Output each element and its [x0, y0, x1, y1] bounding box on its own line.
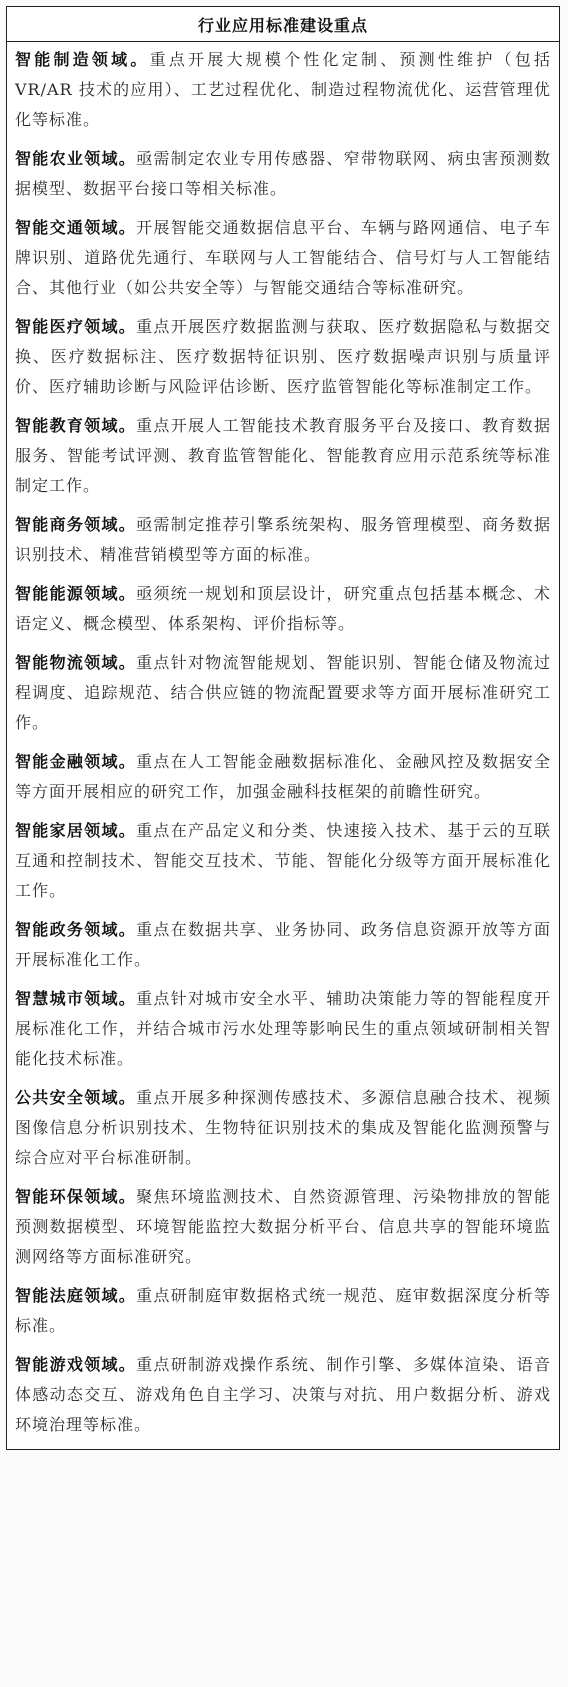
domain-heading: 智能物流领域。 — [15, 653, 137, 672]
domain-heading: 智慧城市领域。 — [15, 989, 137, 1008]
domain-description: 重点在人工智能金融数据标准化、金融风控及数据安全等方面开展相应的研究工作，加强金融科技框架的前瞻性研究。 — [15, 752, 551, 801]
domain-description: 重点在产品定义和分类、快速接入技术、基于云的互联互通和控制技术、智能交互技术、节能、智能化分级等方面开展标准化工作。 — [15, 821, 551, 900]
domain-heading: 智能游戏领域。 — [15, 1355, 137, 1374]
domain-heading: 智能法庭领域。 — [15, 1286, 137, 1305]
table-row — [7, 45, 559, 135]
domain-heading: 智能商务领域。 — [15, 515, 137, 534]
domain-description: 亟需制定农业专用传感器、窄带物联网、病虫害预测数据模型、数据平台接口等相关标准。 — [15, 149, 551, 198]
table-row — [7, 816, 559, 906]
table-row — [7, 1182, 559, 1272]
domain-heading: 智能政务领域。 — [15, 920, 137, 939]
domain-description: 重点开展大规模个性化定制、预测性维护（包括 VR/AR 技术的应用）、工艺过程优化、制造过程物流优化、运营管理优化等标准。 — [15, 50, 551, 129]
domain-description: 重点研制庭审数据格式统一规范、庭审数据深度分析等标准。 — [15, 1286, 551, 1335]
table-row — [7, 1083, 559, 1173]
domain-description: 开展智能交通数据信息平台、车辆与路网通信、电子车牌识别、道路优先通行、车联网与人工智能结合、信号灯与人工智能结合、其他行业（如公共安全等）与智能交通结合等标准研究。 — [15, 218, 551, 297]
domain-description: 重点针对物流智能规划、智能识别、智能仓储及物流过程调度、追踪规范、结合供应链的物流配置要求等方面开展标准研究工作。 — [15, 653, 551, 732]
table-row — [7, 648, 559, 738]
domain-description: 重点在数据共享、业务协同、政务信息资源开放等方面开展标准化工作。 — [15, 920, 551, 969]
table-row — [7, 1350, 559, 1440]
domain-heading: 智能金融领域。 — [15, 752, 137, 771]
table-row — [7, 144, 559, 204]
domain-description: 重点开展医疗数据监测与获取、医疗数据隐私与数据交换、医疗数据标注、医疗数据特征识别、医疗数据噪声识别与质量评价、医疗辅助诊断与风险评估诊断、医疗监管智能化等标准制定工作。 — [15, 317, 551, 396]
domain-description: 重点开展人工智能技术教育服务平台及接口、教育数据服务、智能考试评测、教育监管智能化、智能教育应用示范系统等标准制定工作。 — [15, 416, 551, 495]
table-body — [7, 42, 559, 1440]
domain-description: 重点针对城市安全水平、辅助决策能力等的智能程度开展标准化工作，并结合城市污水处理等影响民生的重点领域研制相关智能化技术标准。 — [15, 989, 551, 1068]
domain-heading: 公共安全领域。 — [15, 1088, 137, 1107]
domain-heading: 智能能源领域。 — [15, 584, 137, 603]
table-row — [7, 1281, 559, 1341]
domain-heading: 智能医疗领域。 — [15, 317, 137, 336]
domain-heading: 智能制造领域。 — [15, 50, 150, 69]
domain-heading: 智能教育领域。 — [15, 416, 137, 435]
domain-description: 重点开展多种探测传感技术、多源信息融合技术、视频图像信息分析识别技术、生物特征识别技术的集成及智能化监测预警与综合应对平台标准研制。 — [15, 1088, 551, 1167]
table-row — [7, 411, 559, 501]
table-row — [7, 984, 559, 1074]
domain-description: 聚焦环境监测技术、自然资源管理、污染物排放的智能预测数据模型、环境智能监控大数据分析平台、信息共享的智能环境监测网络等方面标准研究。 — [15, 1187, 551, 1266]
domain-description: 重点研制游戏操作系统、制作引擎、多媒体渲染、语音体感动态交互、游戏角色自主学习、决策与对抗、用户数据分析、游戏环境治理等标准。 — [15, 1355, 551, 1434]
domain-heading: 智能家居领域。 — [15, 821, 137, 840]
table-row — [7, 510, 559, 570]
table-row — [7, 579, 559, 639]
standards-table — [6, 6, 560, 1450]
domain-heading: 智能环保领域。 — [15, 1187, 137, 1206]
table-row — [7, 747, 559, 807]
domain-description: 亟需制定推荐引擎系统架构、服务管理模型、商务数据识别技术、精准营销模型等方面的标准。 — [15, 515, 551, 564]
table-row — [7, 312, 559, 402]
domain-description: 亟须统一规划和顶层设计，研究重点包括基本概念、术语定义、概念模型、体系架构、评价指标等。 — [15, 584, 551, 633]
domain-heading: 智能农业领域。 — [15, 149, 137, 168]
table-row — [7, 915, 559, 975]
table-row — [7, 213, 559, 303]
table-title: 行业应用标准建设重点 — [7, 7, 559, 42]
domain-heading: 智能交通领域。 — [15, 218, 137, 237]
